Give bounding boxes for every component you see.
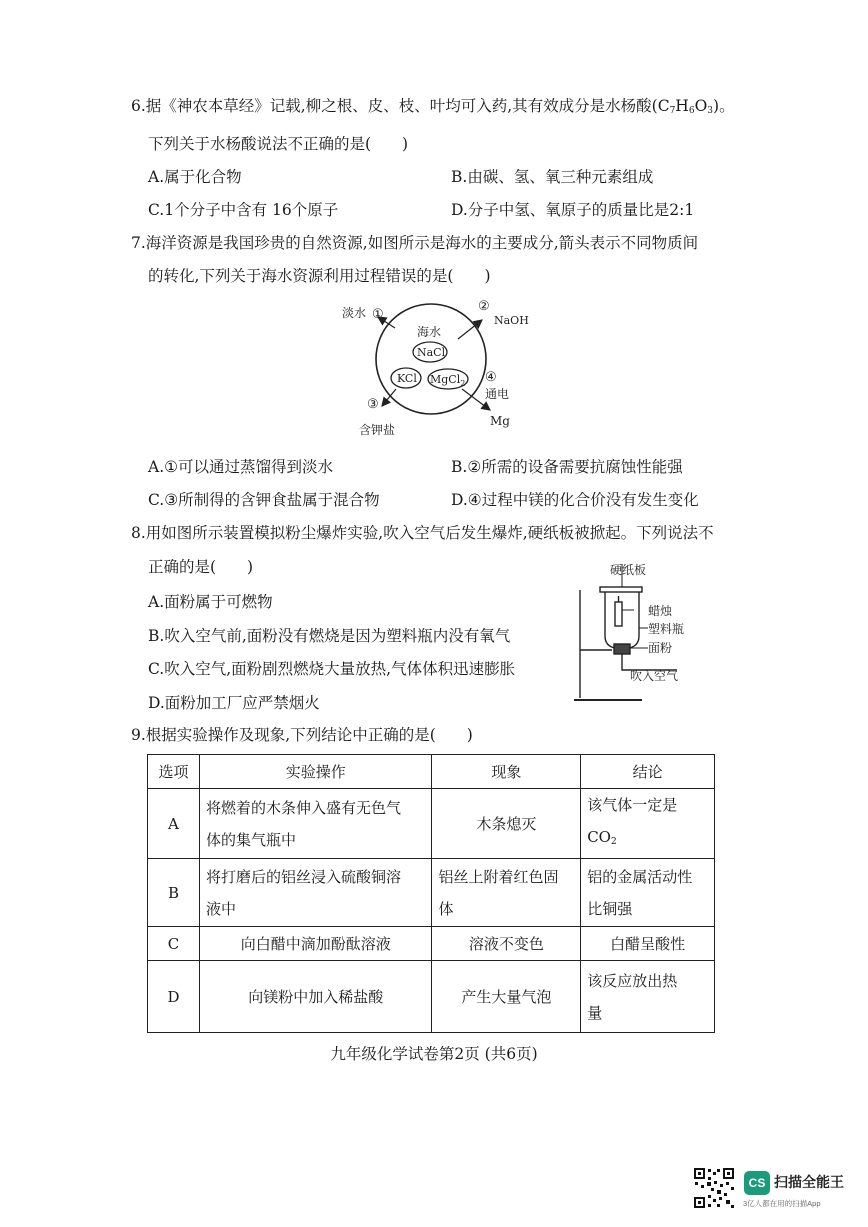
- q6-option-b: B.由碳、氢、氧三种元素组成: [451, 168, 654, 186]
- air-tube: [622, 654, 677, 670]
- potassium-salt-label: 含钾盐: [359, 423, 396, 437]
- row-d-operation: 向镁粉中加入稀盐酸: [199, 961, 432, 1033]
- q8-stem-line1: 8.用如图所示装置模拟粉尘爆炸实验,吹入空气后发生爆炸,硬纸板被掀起。下列说法不: [131, 524, 714, 542]
- q8-option-d: D.面粉加工厂应严禁烟火: [148, 694, 320, 712]
- num-1: ①: [372, 307, 384, 322]
- q6-option-a: A.属于化合物: [148, 168, 242, 186]
- row-a-conclusion: 该气体一定是 $CO_2$: [581, 789, 715, 859]
- row-d-option: D: [148, 961, 200, 1033]
- flour-holder: [614, 644, 630, 654]
- blow-air-label: 吹入空气: [630, 669, 679, 683]
- row-c-conclusion: 白醋呈酸性: [581, 927, 715, 961]
- candle-label: 蜡烛: [648, 604, 673, 618]
- freshwater-label: 淡水: [342, 306, 367, 320]
- q8-stem-line2: 正确的是( ): [148, 558, 254, 576]
- cardboard: [600, 587, 642, 592]
- electrolysis-label: 通电: [485, 387, 510, 401]
- mgcl2-label: MgCl$_2$: [430, 373, 466, 388]
- q7-option-d: D.④过程中镁的化合价没有发生变化: [451, 491, 699, 509]
- row-a-phenomenon: 木条熄灭: [432, 789, 581, 859]
- q6-option-d: D.分子中氢、氧原子的质量比是2:1: [451, 201, 695, 219]
- row-d-conclusion: 该反应放出热 量: [581, 961, 715, 1033]
- arrow-3: [382, 389, 396, 406]
- row-d-phenomenon: 产生大量气泡: [432, 961, 581, 1033]
- flour-label: 面粉: [648, 641, 673, 655]
- page-footer: 九年级化学试卷第2页 (共6页): [330, 1045, 538, 1063]
- table-row: [148, 859, 715, 927]
- header-phenomenon: 现象: [432, 755, 581, 789]
- q6-stem-line2: 下列关于水杨酸说法不正确的是( ): [148, 135, 409, 153]
- q6-stem-line1: 6.据《神农本草经》记载,柳之根、皮、枝、叶均可入药,其有效成分是水杨酸$(C_7H_6O_3)$。: [131, 97, 735, 116]
- row-a-operation: 将燃着的木条伸入盛有无色气 体的集气瓶中: [199, 789, 432, 859]
- q8-option-a: A.面粉属于可燃物: [148, 593, 273, 611]
- candle: [615, 602, 622, 626]
- header-operation: 实验操作: [199, 755, 432, 789]
- table-header-row: [148, 755, 715, 789]
- num-4: ④: [485, 370, 497, 385]
- q6-option-c: C.1个分子中含有 16个原子: [148, 201, 339, 219]
- dust-explosion-apparatus: [572, 560, 712, 708]
- header-option: 选项: [148, 755, 200, 789]
- qr-code-icon: [693, 1167, 735, 1209]
- header-conclusion: 结论: [581, 755, 715, 789]
- num-2: ②: [478, 299, 490, 314]
- seawater-circle: [376, 304, 486, 414]
- mg-label: Mg: [490, 414, 510, 428]
- num-3: ③: [367, 397, 379, 412]
- camscanner-tagline: 3亿人都在用的扫描App: [743, 1199, 821, 1208]
- table-row: [148, 927, 715, 961]
- table-row: [148, 789, 715, 859]
- cardboard-label: 硬纸板: [610, 563, 647, 577]
- table-row: [148, 961, 715, 1033]
- naoh-label: NaOH: [494, 314, 529, 327]
- q7-stem-line2: 的转化,下列关于海水资源利用过程错误的是( ): [148, 267, 491, 285]
- row-c-phenomenon: 溶液不变色: [432, 927, 581, 961]
- row-c-operation: 向白醋中滴加酚酞溶液: [199, 927, 432, 961]
- seawater-diagram: [330, 292, 550, 442]
- seawater-label: 海水: [417, 325, 442, 339]
- row-b-operation: 将打磨后的铝丝浸入硫酸铜溶 液中: [199, 859, 432, 927]
- q9-stem: 9.根据实验操作及现象,下列结论中正确的是( ): [131, 726, 473, 744]
- q7-stem-line1: 7.海洋资源是我国珍贵的自然资源,如图所示是海水的主要成分,箭头表示不同物质间: [131, 234, 699, 252]
- row-b-option: B: [148, 859, 200, 927]
- q8-option-c: C.吹入空气,面粉剧烈燃烧大量放热,气体体积迅速膨胀: [148, 660, 516, 678]
- arrow-2: [458, 320, 482, 339]
- bottle-label: 塑料瓶: [648, 622, 685, 636]
- kcl-label: KCl: [397, 372, 417, 385]
- q8-option-b: B.吹入空气前,面粉没有燃烧是因为塑料瓶内没有氧气: [148, 627, 511, 645]
- row-b-phenomenon: 铝丝上附着红色固 体: [432, 859, 581, 927]
- row-a-option: A: [148, 789, 200, 859]
- q7-option-b: B.②所需的设备需要抗腐蚀性能强: [451, 458, 683, 476]
- row-c-option: C: [148, 927, 200, 961]
- row-b-conclusion: 铝的金属活动性 比铜强: [581, 859, 715, 927]
- q7-option-c: C.③所制得的含钾食盐属于混合物: [148, 491, 380, 509]
- q7-option-a: A.①可以通过蒸馏得到淡水: [148, 458, 334, 476]
- camscanner-logo: CS: [744, 1171, 770, 1195]
- nacl-label: NaCl: [417, 346, 446, 359]
- camscanner-brand: 扫描全能王: [774, 1174, 844, 1190]
- q9-table: [147, 754, 715, 1033]
